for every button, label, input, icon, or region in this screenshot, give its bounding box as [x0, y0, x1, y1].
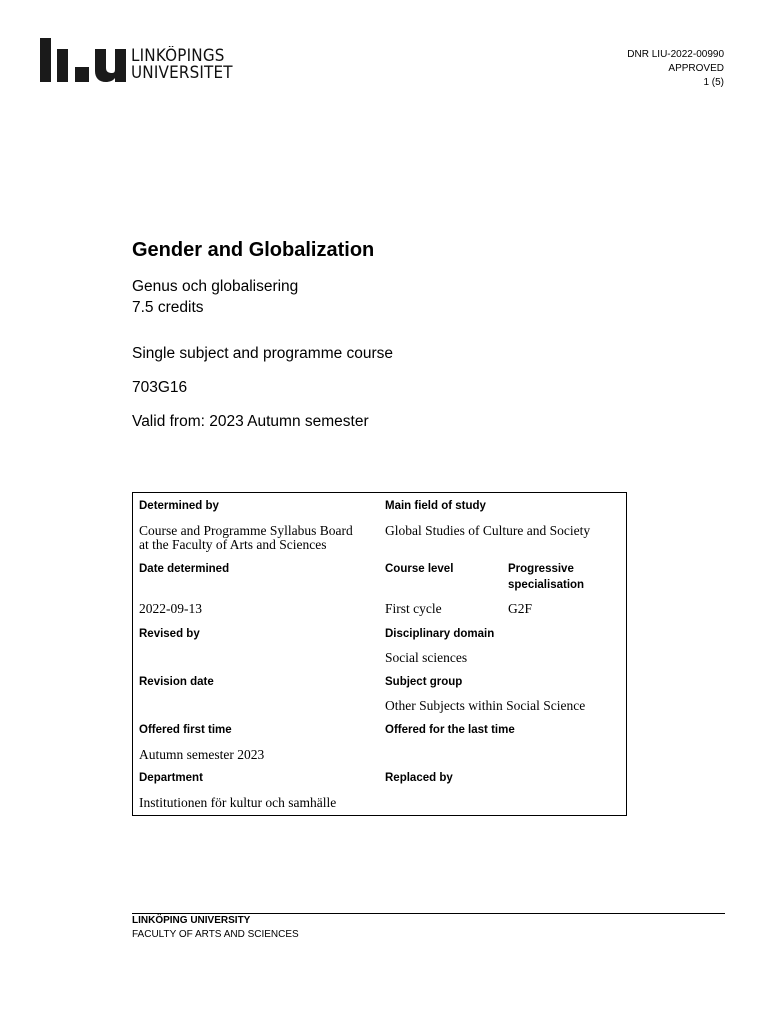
page-number: 1 (5) [703, 77, 724, 88]
determined-by-label: Determined by [139, 500, 219, 512]
department-value: Institutionen för kultur och samhälle [139, 795, 337, 810]
replaced-by-label: Replaced by [385, 772, 453, 784]
progressive-label-line2: specialisation [508, 579, 585, 591]
subject-group-value: Other Subjects within Social Science [385, 698, 586, 713]
logo-wordmark [131, 47, 233, 81]
course-title: Gender and Globalization [132, 239, 375, 261]
date-determined-value: 2022-09-13 [139, 601, 202, 616]
main-field-label: Main field of study [385, 500, 486, 512]
department-label: Department [139, 772, 203, 784]
liu-logo-mark [40, 38, 126, 82]
determined-by-value-line2: at the Faculty of Arts and Sciences [139, 537, 327, 552]
date-determined-label: Date determined [139, 563, 230, 575]
offered-last-label: Offered for the last time [385, 724, 515, 736]
offered-first-label: Offered first time [139, 724, 232, 736]
logo-line-1: LINKÖPINGS [131, 46, 225, 65]
main-field-value: Global Studies of Culture and Society [385, 523, 591, 538]
document-meta [627, 48, 724, 90]
progressive-label-line1: Progressive [508, 563, 574, 575]
course-code: 703G16 [132, 379, 188, 396]
determined-by-value-line1: Course and Programme Syllabus Board [139, 523, 353, 538]
course-info-table [132, 492, 627, 816]
course-level-label: Course level [385, 563, 454, 575]
swedish-title: Genus och globalisering [132, 278, 299, 295]
approval-status: APPROVED [668, 63, 724, 74]
logo-line-2: UNIVERSITET [131, 63, 233, 82]
offered-first-value: Autumn semester 2023 [139, 747, 265, 762]
course-type: Single subject and programme course [132, 345, 394, 362]
valid-from: Valid from: 2023 Autumn semester [132, 413, 369, 430]
course-credits: 7.5 credits [132, 299, 204, 316]
disciplinary-domain-label: Disciplinary domain [385, 628, 495, 640]
progressive-value: G2F [508, 601, 533, 616]
course-level-value: First cycle [385, 601, 442, 616]
revision-date-label: Revision date [139, 676, 214, 688]
footer-faculty: FACULTY OF ARTS AND SCIENCES [132, 928, 299, 940]
disciplinary-domain-value: Social sciences [385, 650, 468, 665]
dnr-number: DNR LIU-2022-00990 [627, 49, 724, 60]
footer-university: LINKÖPING UNIVERSITY [132, 915, 251, 926]
subject-group-label: Subject group [385, 676, 463, 688]
liu-logo [40, 38, 233, 82]
revised-by-label: Revised by [139, 628, 200, 640]
footer [132, 914, 299, 941]
